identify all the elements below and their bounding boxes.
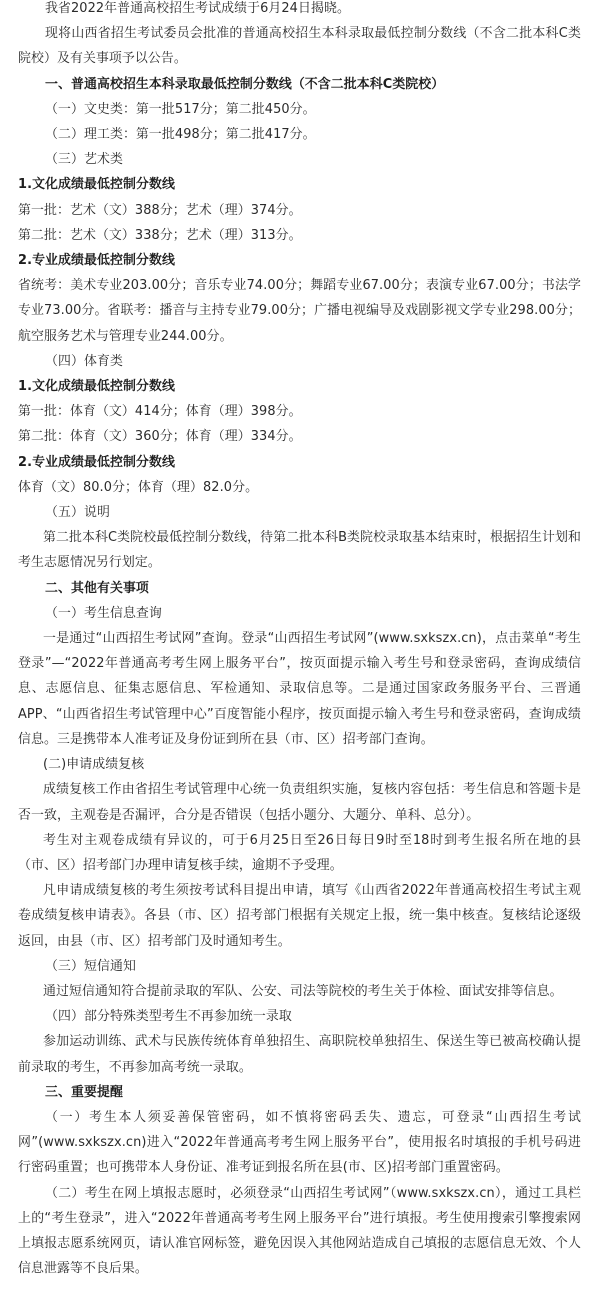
info-query-heading: （一）考生信息查询: [45, 605, 162, 621]
section-heading-2: 二、其他有关事项: [45, 580, 149, 596]
literature-history-line: （一）文史类：第一批517分；第二批450分。: [45, 101, 316, 117]
art-category-heading: （三）艺术类: [45, 152, 123, 168]
sports-category-heading: （四）体育类: [45, 353, 123, 369]
sports-first-batch-line: 第一批：体育（文）414分；体育（理）398分。: [18, 404, 302, 420]
sports-second-batch-line: 第二批：体育（文）360分；体育（理）334分。: [18, 429, 302, 445]
announcement-paragraph: 现将山西省招生考试委员会批准的普通高校招生本科录取最低控制分数线（不含二批本科C类院校）及有关事项予以公告。: [18, 26, 581, 67]
art-professional-scores-paragraph: 省统考：美术专业203.00分；音乐专业74.00分；舞蹈专业67.00分；表演专业67.00分；书法学专业73.00分。省联考：播音与主持专业79.00分；广播电视编导及戏剧影视文学专业298.00分；航空服务艺术与管理专业244.00分。: [18, 278, 581, 344]
explanation-heading: （五）说明: [45, 505, 110, 521]
info-query-paragraph: 一是通过“山西招生考试网”查询。登录“山西招生考试网”(www.sxkszx.cn)，点击菜单“考生登录”—“2022年普通高考考生网上服务平台”，按页面提示输入考生号和登录密码，查询成绩信息、志愿信息、征集志愿信息、军检通知、录取信息等。二是通过国家政务服务平台、三晋通APP、“山西省招生考试管理中心”百度智能小程序，按页面提示输入考生号和登录密码，查询成绩信息。三是携带本人准考证及身份证到所在县（市、区）招考部门查询。: [18, 631, 581, 747]
art-second-batch-line: 第二批：艺术（文）338分；艺术（理）313分。: [18, 227, 302, 243]
special-students-heading: （四）部分特殊类型考生不再参加统一录取: [45, 1009, 292, 1025]
sms-notice-paragraph: 通过短信通知符合提前录取的军队、公安、司法等院校的考生关于体检、面试安排等信息。: [43, 983, 563, 999]
special-students-paragraph: 参加运动训练、武术与民族传统体育单独招生、高职院校单独招生、保送生等已被高校确认提前录取的考生，不再参加高考统一录取。: [18, 1034, 581, 1075]
application-reminder-paragraph: （二）考生在网上填报志愿时，必须登录“山西招生考试网”（www.sxkszx.cn），通过工具栏上的“考生登录”，进入“2022年普通高考考生网上服务平台”进行填报。考生使用搜索引擎搜索网上填报志愿系统网页，请认准官网标签，避免因误入其他网站造成自己填报的志愿信息无效、个人信息泄露等不良后果。: [18, 1185, 581, 1277]
password-reminder-paragraph: （一）考生本人须妥善保管密码，如不慎将密码丢失、遗忘，可登录“山西招生考试网”(www.sxkszx.cn)进入“2022年普通高考考生网上服务平台”，使用报名时填报的手机号码进行密码重置；也可携带本人身份证、准考证到报名所在县(市、区)招考部门重置密码。: [18, 1109, 581, 1176]
score-review-paragraph-3: 凡申请成绩复核的考生须按考试科目提出申请，填写《山西省2022年普通高校招生考试主观卷成绩复核申请表》。各县（市、区）招考部门根据有关规定上报，统一集中核查。复核结论逐级返回，由县（市、区）招考部门及时通知考生。: [18, 883, 581, 949]
science-engineering-line: （二）理工类：第一批498分；第二批417分。: [45, 127, 316, 143]
score-review-heading: (二)申请成绩复核: [43, 757, 145, 773]
score-review-paragraph-2: 考生对主观卷成绩有异议的，可于6月25日至26日每日9时至18时到考生报名所在地的县（市、区）招考部门办理申请复核手续，逾期不予受理。: [18, 832, 581, 873]
art-first-batch-line: 第一批：艺术（文）388分；艺术（理）374分。: [18, 202, 302, 218]
explanation-paragraph: 第二批本科C类院校最低控制分数线，待第二批本科B类院校录取基本结束时，根据招生计划和考生志愿情况另行划定。: [18, 530, 581, 571]
section-heading-3: 三、重要提醒: [45, 1084, 123, 1100]
art-professional-score-heading: 2.专业成绩最低控制分数线: [18, 253, 175, 269]
score-review-paragraph-1: 成绩复核工作由省招生考试管理中心统一负责组织实施，复核内容包括：考生信息和答题卡是否一致，主观卷是否漏评，合分是否错误（包括小题分、大题分、单科、总分）。: [18, 782, 581, 823]
sms-notice-heading: （三）短信通知: [45, 958, 136, 974]
sports-professional-scores-line: 体育（文）80.0分；体育（理）82.0分。: [18, 479, 259, 495]
section-heading-1: 一、普通高校招生本科录取最低控制分数线（不含二批本科C类院校）: [45, 76, 445, 92]
sports-professional-score-heading: 2.专业成绩最低控制分数线: [18, 454, 175, 470]
sports-culture-score-heading: 1.文化成绩最低控制分数线: [18, 379, 175, 395]
intro-paragraph: 我省2022年普通高校招生考试成绩于6月24日揭晓。: [45, 1, 350, 16]
art-culture-score-heading: 1.文化成绩最低控制分数线: [18, 177, 175, 193]
